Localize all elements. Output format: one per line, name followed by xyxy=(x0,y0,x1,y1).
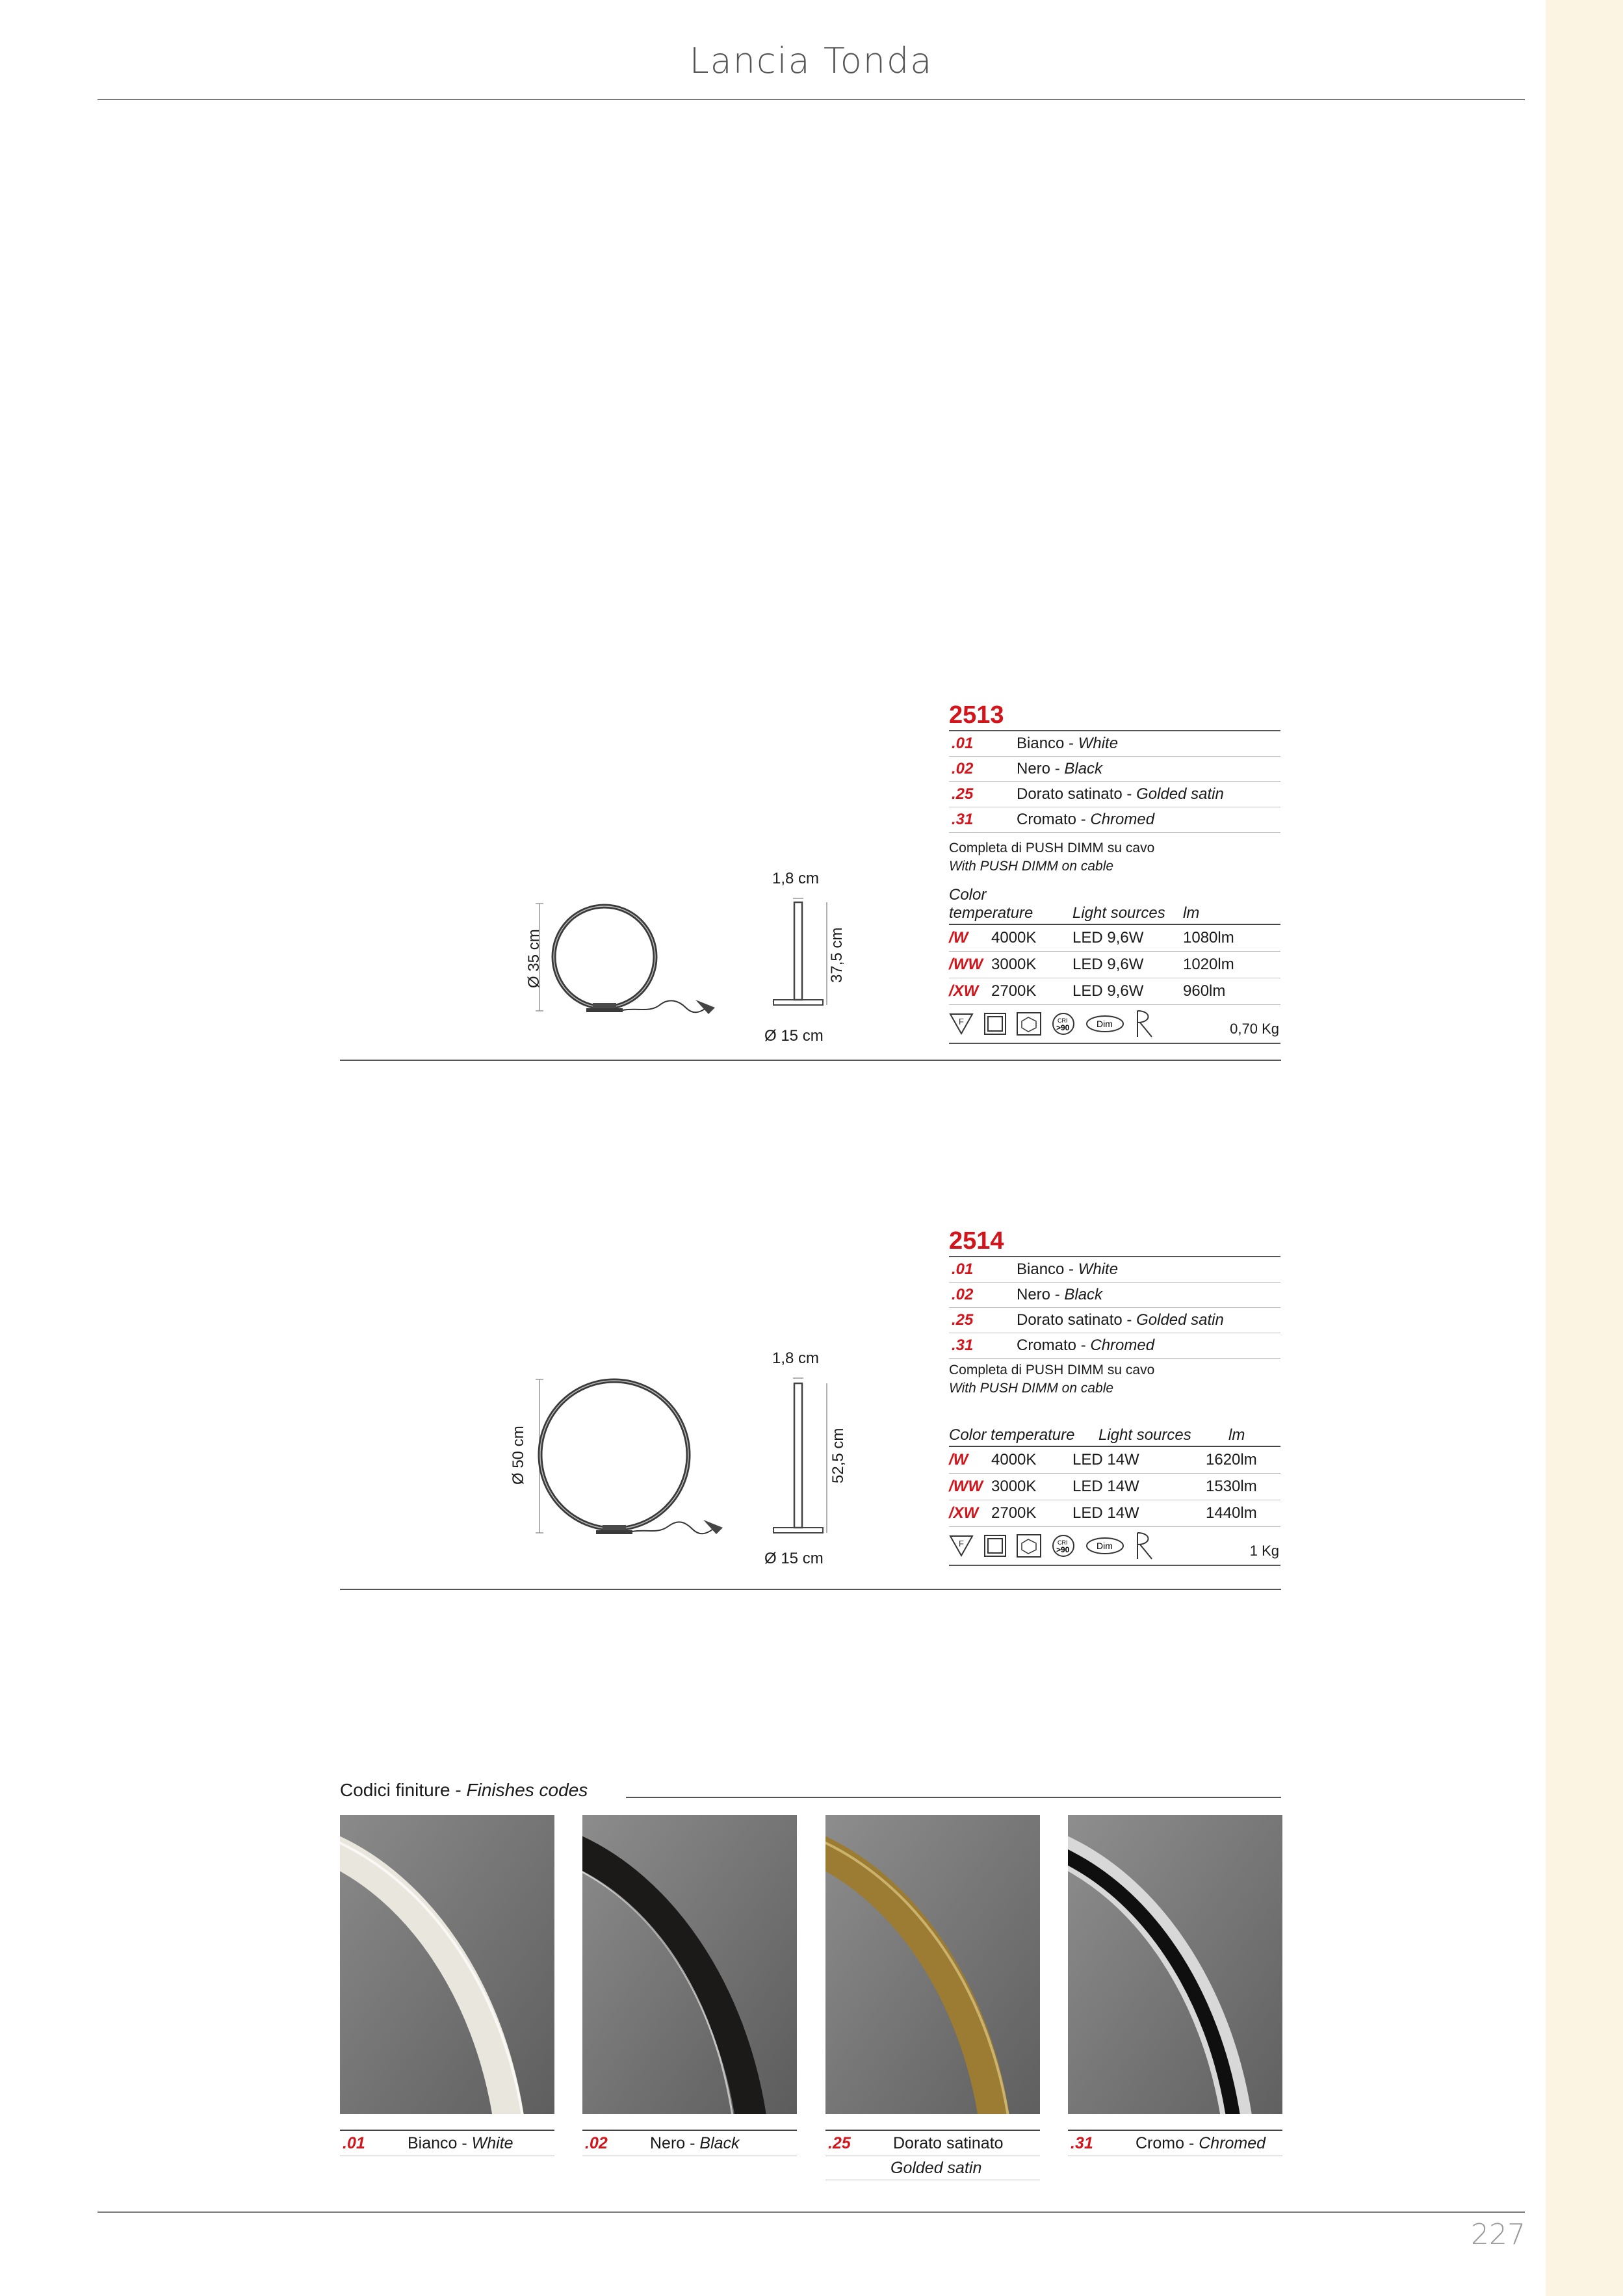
product-2513 xyxy=(949,700,1280,1044)
finish-swatch-gold xyxy=(825,1815,1040,2114)
page-number: 227 xyxy=(1471,2218,1526,2251)
certification-icons xyxy=(949,1005,1280,1044)
finishes-section-title: Codici finiture - Finishes codes xyxy=(340,1780,588,1800)
lamp-2513-side-drawing xyxy=(767,897,832,1011)
svg-text:CRI: CRI xyxy=(1058,1017,1068,1024)
finish-swatch-white xyxy=(340,1815,554,2114)
lamp-2514-side-drawing xyxy=(767,1377,832,1539)
spec-row: /WW 3000K LED 9,6W 1020lm xyxy=(949,952,1280,978)
spec-row: /XW 2700K LED 14W 1440lm xyxy=(949,1500,1280,1527)
finish-row: .02 Nero - Black xyxy=(949,757,1280,782)
product-2514 xyxy=(949,1226,1280,1566)
certification-icons xyxy=(949,1527,1280,1566)
svg-text:Dim: Dim xyxy=(1097,1019,1113,1029)
svg-text:F: F xyxy=(959,1539,964,1548)
lamp-2513-front-drawing xyxy=(520,897,741,1021)
product-code: 2513 xyxy=(949,700,1280,731)
side-color-band xyxy=(1546,0,1623,2296)
cri-icon xyxy=(1052,1012,1075,1036)
spec-row: /W 4000K LED 9,6W 1080lm xyxy=(949,925,1280,952)
spec-row: /WW 3000K LED 14W 1530lm xyxy=(949,1474,1280,1500)
svg-text:F: F xyxy=(959,1017,964,1026)
dim-thickness-2514: 1,8 cm xyxy=(772,1350,820,1367)
finish-label-gold: .25 Dorato satinato Golded satin xyxy=(825,2130,1040,2180)
finish-label-white: .01 Bianco - White xyxy=(340,2130,554,2156)
f-mark-icon xyxy=(949,1013,974,1035)
finish-swatch-black xyxy=(582,1815,797,2114)
dim-height-2514: 52,5 cm xyxy=(829,1428,847,1483)
svg-text:>90: >90 xyxy=(1056,1023,1070,1032)
section-divider xyxy=(340,1060,1281,1061)
product-weight: 1 Kg xyxy=(1249,1543,1279,1559)
finish-row: .25 Dorato satinato - Golded satin xyxy=(949,782,1280,807)
finish-label-black: .02 Nero - Black xyxy=(582,2130,797,2156)
header-rule xyxy=(97,99,1525,100)
spec-table: Color temperature Light sources lm /W 4000K LED 9,6W 1080lm /WW 3000K LED 9,6W 1020lm /XW 2700K LED 9,6W 960lm xyxy=(949,900,1280,1005)
product-note: Completa di PUSH DIMM su cavo With PUSH DIMM on cable xyxy=(949,1363,1155,1396)
svg-text:>90: >90 xyxy=(1056,1545,1070,1554)
dim-base-2513: Ø 15 cm xyxy=(764,1027,824,1045)
finish-row: .25 Dorato satinato - Golded satin xyxy=(949,1308,1280,1333)
recycle-mark-icon xyxy=(1135,1010,1154,1038)
driver-icon xyxy=(1017,1012,1041,1036)
cri-icon xyxy=(1052,1534,1075,1558)
dim-diameter-2514: Ø 50 cm xyxy=(510,1426,527,1485)
page-title: Lancia Tonda xyxy=(689,40,933,81)
spec-row: /XW 2700K LED 9,6W 960lm xyxy=(949,978,1280,1005)
section-divider xyxy=(340,1589,1281,1590)
dim-height-2513: 37,5 cm xyxy=(828,927,846,983)
spec-table: Color temperature Light sources lm /W 4000K LED 14W 1620lm /WW 3000K LED 14W 1530lm /XW 2700K LED 14W 1440lm xyxy=(949,1422,1280,1527)
driver-icon xyxy=(1017,1534,1041,1558)
lamp-2514-front-drawing xyxy=(520,1372,741,1541)
class-ii-icon xyxy=(984,1535,1006,1557)
dim-base-2514: Ø 15 cm xyxy=(764,1550,824,1567)
finish-row: .01 Bianco - White xyxy=(949,1257,1280,1283)
finish-label-chrome: .31 Cromo - Chromed xyxy=(1068,2130,1282,2156)
finish-row: .01 Bianco - White xyxy=(949,731,1280,757)
recycle-mark-icon xyxy=(1135,1532,1154,1560)
finish-row: .31 Cromato - Chromed xyxy=(949,807,1280,833)
class-ii-icon xyxy=(984,1013,1006,1035)
f-mark-icon xyxy=(949,1535,974,1557)
finish-row: .31 Cromato - Chromed xyxy=(949,1333,1280,1359)
dim-diameter-2513: Ø 35 cm xyxy=(525,929,543,988)
finishes-rule xyxy=(626,1797,1281,1798)
spec-row: /W 4000K LED 14W 1620lm xyxy=(949,1447,1280,1474)
svg-text:CRI: CRI xyxy=(1058,1539,1068,1546)
footer-rule xyxy=(97,2211,1525,2213)
product-code: 2514 xyxy=(949,1226,1280,1257)
product-note: Completa di PUSH DIMM su cavo With PUSH DIMM on cable xyxy=(949,841,1155,874)
dim-thickness-2513: 1,8 cm xyxy=(772,870,820,887)
dimmable-icon xyxy=(1085,1014,1124,1034)
finish-swatch-chrome xyxy=(1068,1815,1282,2114)
finish-row: .02 Nero - Black xyxy=(949,1283,1280,1308)
product-weight: 0,70 Kg xyxy=(1230,1021,1279,1037)
svg-text:Dim: Dim xyxy=(1097,1541,1113,1551)
dimmable-icon xyxy=(1085,1536,1124,1556)
